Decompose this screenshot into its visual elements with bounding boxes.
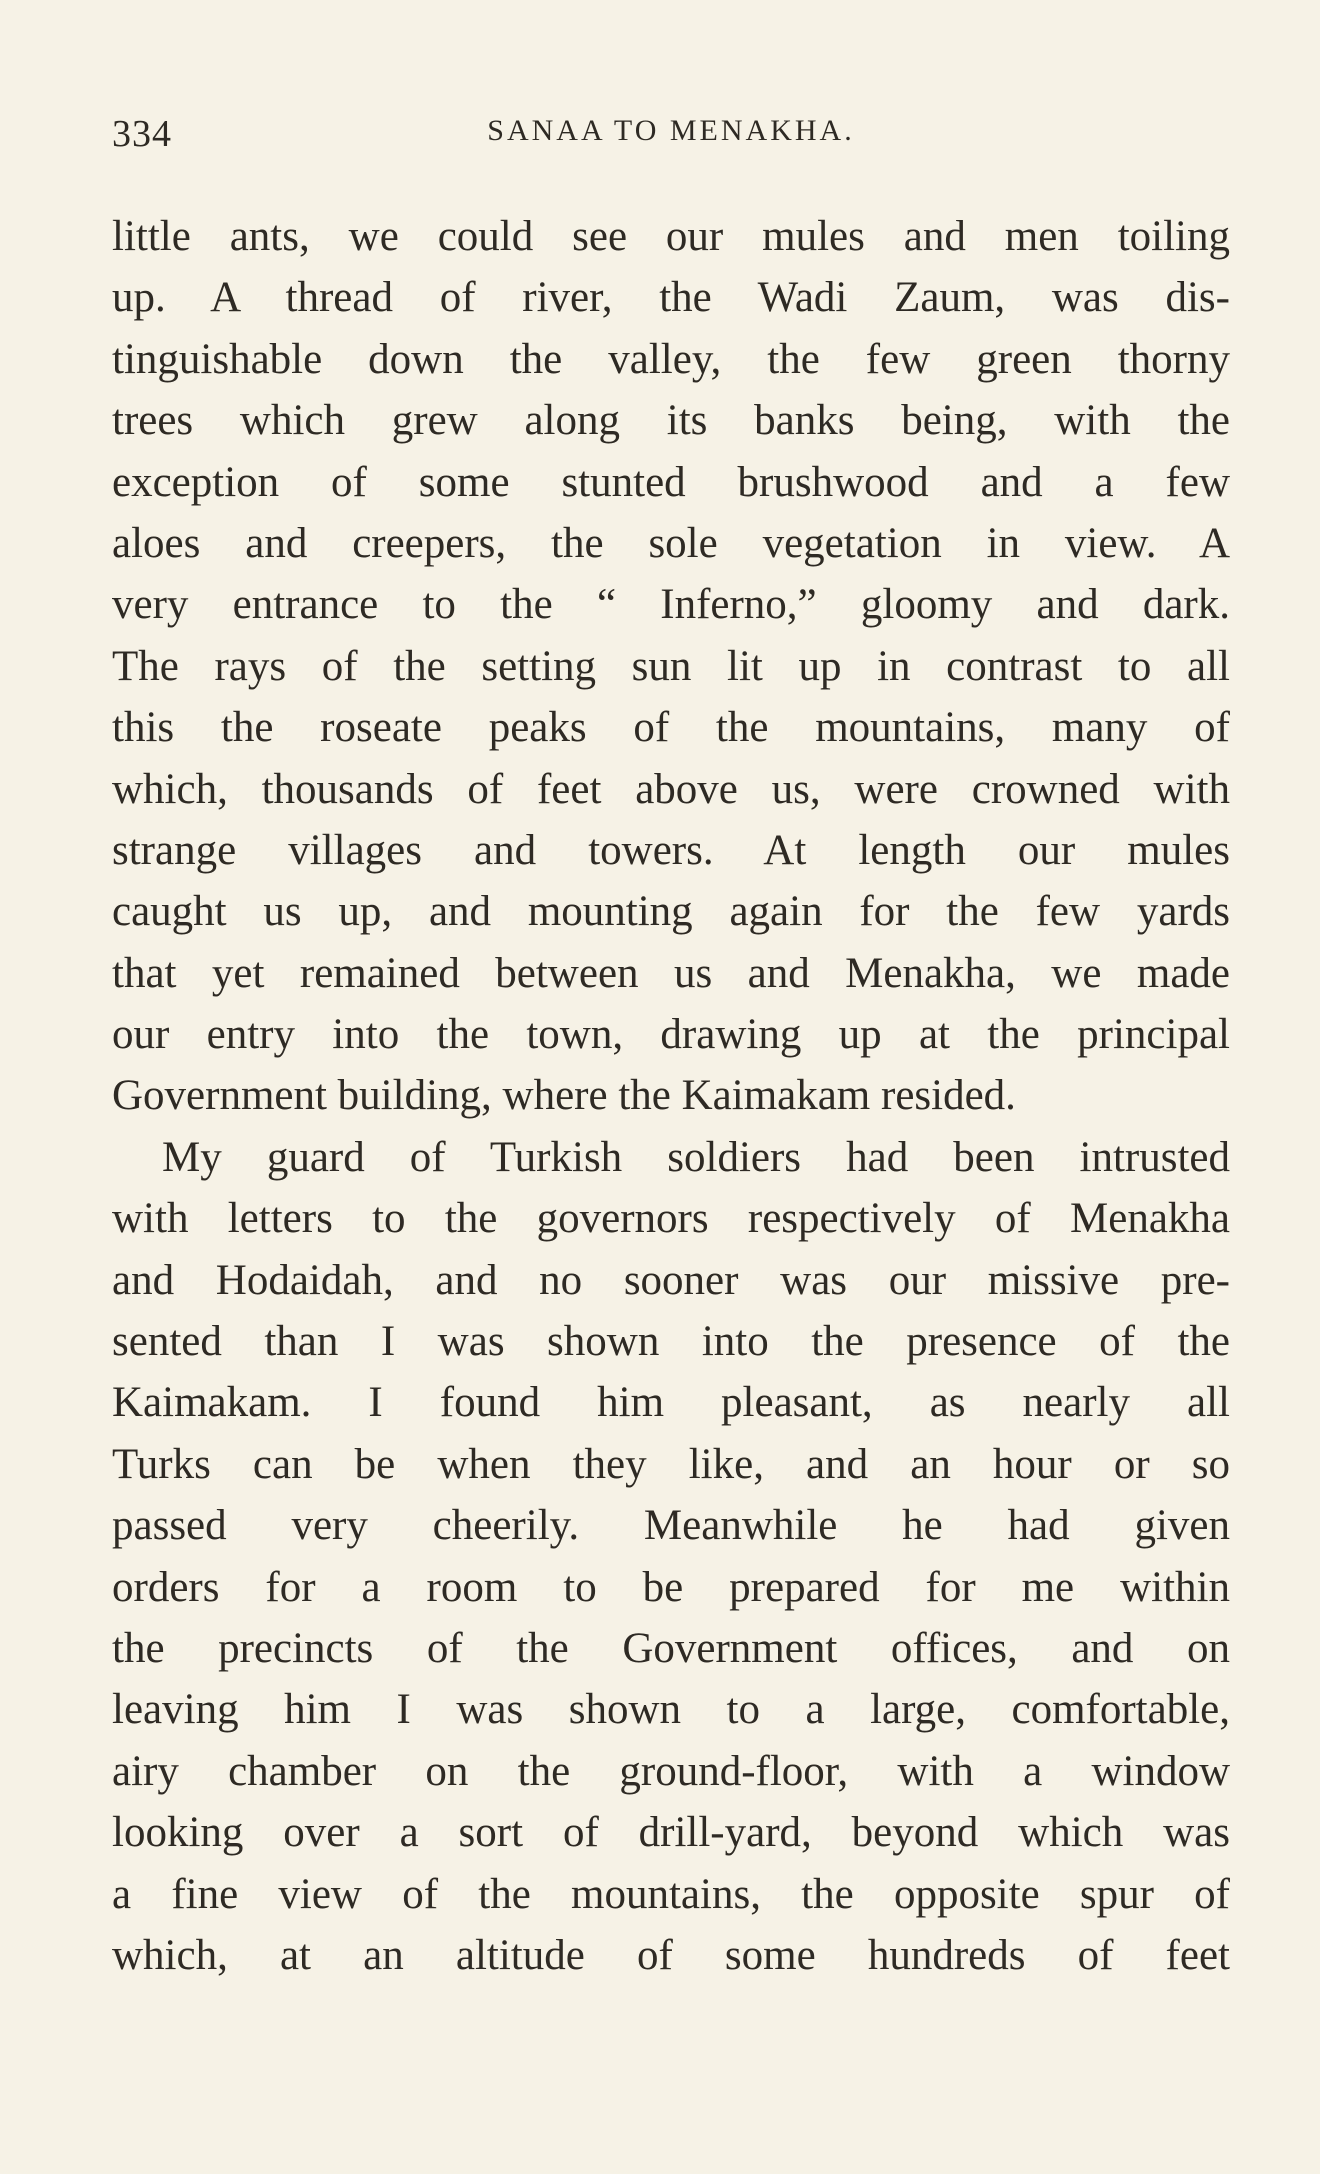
text-line: which, at an altitude of some hundreds of feet [112,1931,1230,1979]
paragraph-end-line: Government building, where the Kaimakam resided. [112,1072,1016,1120]
text-line: sented than I was shown into the presence of the [112,1318,1230,1366]
text-line: orders for a room to be prepared for me within [112,1563,1230,1611]
text-line: The rays of the setting sun lit up in contrast to all [112,642,1230,690]
text-line: leaving him I was shown to a large, comfortable, [112,1686,1230,1734]
page-number: 334 [112,113,172,155]
text-line: airy chamber on the ground-floor, with a window [112,1747,1230,1795]
text-line: strange villages and towers. At length our mules [112,826,1230,874]
text-line: looking over a sort of drill-yard, beyond which was [112,1809,1230,1857]
paragraph-start-line: My guard of Turkish soldiers had been intrusted [162,1133,1230,1181]
text-line: that yet remained between us and Menakha, we made [112,949,1230,997]
body-text [112,206,1230,1986]
text-line: a fine view of the mountains, the opposite spur of [112,1870,1230,1918]
text-line: caught us up, and mounting again for the few yards [112,888,1230,936]
text-line: aloes and creepers, the sole vegetation in view. A [112,519,1230,567]
text-line: Turks can be when they like, and an hour or so [112,1440,1230,1488]
running-head [112,112,1230,164]
text-line: up. A thread of river, the Wadi Zaum, was dis- [112,274,1230,322]
text-line: which, thousands of feet above us, were crowned with [112,765,1230,813]
text-line: the precincts of the Government offices, and on [112,1624,1230,1672]
running-title: SANAA TO MENAKHA. [487,114,855,147]
text-line: this the roseate peaks of the mountains, many of [112,704,1230,752]
text-line: and Hodaidah, and no sooner was our missive pre- [112,1256,1230,1304]
text-line: little ants, we could see our mules and men toiling [112,213,1230,260]
text-line: trees which grew along its banks being, with the [112,397,1230,445]
text-line: our entry into the town, drawing up at the principal [112,1011,1230,1059]
text-line: tinguishable down the valley, the few green thorny [112,335,1230,383]
text-line: with letters to the governors respectively of Menakha [112,1195,1230,1243]
text-line: exception of some stunted brushwood and a few [112,458,1230,506]
text-line: passed very cheerily. Meanwhile he had given [112,1502,1230,1550]
text-line: very entrance to the “ Inferno,” gloomy and dark. [112,581,1230,629]
text-line: Kaimakam. I found him pleasant, as nearly all [112,1379,1230,1427]
